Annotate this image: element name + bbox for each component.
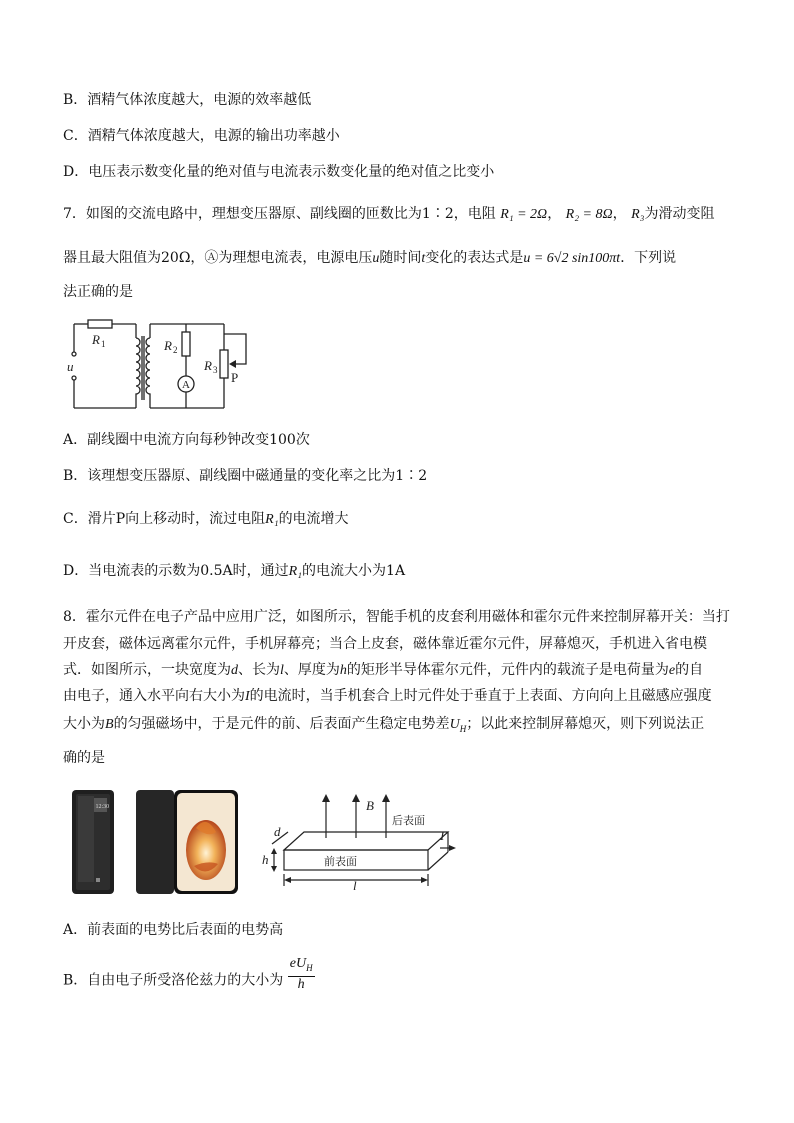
- q7-option-d-r1: R₁: [288, 564, 303, 579]
- label-r3-sub: 3: [213, 365, 218, 375]
- fraction-numerator-text: eU: [289, 956, 307, 971]
- label-r2-sub: 2: [173, 345, 178, 355]
- q8-option-b-text: B．自由电子所受洛伦兹力的大小为: [63, 972, 284, 989]
- q7-option-c-r1: R₁: [265, 512, 279, 527]
- q7-option-c-text: C．滑片P向上移动时，流过电阻: [63, 511, 266, 527]
- q8-stem-line4: [63, 686, 712, 707]
- q8-d-symbol: d: [231, 663, 238, 678]
- phone-photos: [70, 788, 240, 896]
- label-r1: R: [92, 332, 100, 347]
- q7-text: 随时间: [379, 250, 422, 266]
- q8-uh-subscript: H: [459, 723, 467, 734]
- q7-option-d-end: 的电流大小为1A: [302, 563, 406, 579]
- label-b-field: B: [366, 798, 374, 813]
- q8-stem-line2: 开皮套，磁体远离霍尔元件，手机屏幕亮；当合上皮套，磁体靠近霍尔元件，屏幕熄灭，手机进入省电模: [63, 636, 707, 652]
- q7-r1-value: R₁ = 2Ω: [500, 207, 548, 222]
- q8-text: 的电流时，当手机套合上时元件处于垂直于上表面、方向向上且磁感应强度: [249, 688, 712, 704]
- hall-element-diagram: [258, 790, 468, 894]
- q7-text: 7．如图的交流电路中，理想变压器原、副线圈的匝数比为1∶2，电阻: [63, 206, 496, 222]
- q8-text: 的自: [675, 662, 704, 678]
- q7-u-symbol: u: [372, 251, 380, 266]
- q8-b-symbol: B: [105, 717, 114, 732]
- label-r1-sub: 1: [101, 339, 106, 349]
- q7-text: ．下列说: [620, 250, 677, 266]
- q8-stem-line3: [63, 660, 703, 681]
- lorentz-force-fraction: [288, 956, 315, 993]
- fraction-numerator: [288, 956, 315, 977]
- q6-option-d: D．电压表示数变化量的绝对值与电流表示数变化量的绝对值之比变小: [63, 164, 495, 180]
- q7-option-d: [63, 561, 405, 582]
- q8-stem-line1: 8．霍尔元件在电子产品中应用广泛，如图所示，智能手机的皮套利用磁体和霍尔元件来控制屏幕开关：当打: [63, 609, 730, 625]
- q7-r3-symbol: R₃: [631, 207, 645, 222]
- q8-stem-line5: [63, 714, 704, 739]
- q7-option-c-end: 的电流增大: [278, 511, 349, 527]
- label-front-surface: 前表面: [324, 856, 357, 868]
- q8-h-symbol: h: [339, 663, 347, 678]
- closed-phone-case-image: [72, 790, 114, 894]
- q7-stem-line2: [63, 248, 676, 269]
- q8-text: 、厚度为: [283, 662, 340, 678]
- q8-text: 的匀强磁场中，于是元件的前、后表面产生稳定电势差: [113, 716, 450, 732]
- label-r2: R: [164, 338, 172, 353]
- label-u: u: [67, 359, 74, 374]
- q8-text: 的矩形半导体霍尔元件，元件内的载流子是电荷量为: [346, 662, 669, 678]
- q8-i-symbol: I: [245, 689, 250, 704]
- q8-text: 由电子，通入水平向右大小为: [63, 688, 245, 704]
- q7-t-symbol: t: [421, 251, 426, 266]
- q8-l-symbol: l: [280, 663, 284, 678]
- q7-option-b: B．该理想变压器原、副线圈中磁通量的变化率之比为1∶2: [63, 468, 428, 484]
- q8-stem-line6: 确的是: [63, 750, 105, 766]
- label-current: I: [440, 828, 445, 843]
- q7-voltage-expression: u = 6√2 sin100πt: [523, 251, 621, 266]
- q7-option-a: A．副线圈中电流方向每秒钟改变100次: [63, 432, 310, 448]
- q8-text: 、长为: [238, 662, 280, 678]
- fraction-numerator-sub: H: [306, 962, 313, 973]
- fraction-denominator: h: [297, 976, 305, 992]
- q7-text: 变化的表达式是: [425, 250, 524, 266]
- q7-circuit-diagram: [64, 316, 254, 416]
- open-phone-image: [136, 790, 238, 894]
- label-r3: R: [204, 358, 212, 373]
- q8-text: 大小为: [63, 716, 105, 732]
- label-width-d: d: [274, 824, 281, 839]
- q8-option-a: A．前表面的电势比后表面的电势高: [63, 922, 284, 938]
- label-length-l: l: [353, 878, 357, 893]
- q7-stem-line1: 7．如图的交流电路中，理想变压器原、副线圈的匝数比为1∶2，电阻 R₁ = 2Ω， R₂ = 8Ω， R₃为滑动变阻: [63, 206, 715, 222]
- q8-text: ；以此来控制屏幕熄灭，则下列说法正: [466, 716, 705, 732]
- q6-option-c: C．酒精气体浓度越大，电源的输出功率越小: [63, 128, 340, 144]
- q6-option-b: B．酒精气体浓度越大，电源的效率越低: [63, 92, 312, 108]
- q8-text: 式．如图所示，一块宽度为: [63, 662, 231, 678]
- q7-r2-value: R₂ = 8Ω: [565, 207, 613, 222]
- label-thickness-h: h: [262, 852, 269, 867]
- q7-text: 器且最大阻值为20Ω，Ⓐ为理想电流表，电源电压: [63, 250, 373, 266]
- label-p: P: [231, 370, 239, 385]
- label-back-surface: 后表面: [392, 815, 425, 827]
- q7-option-d-text: D．当电流表的示数为0.5A时，通过: [63, 563, 289, 579]
- phone-window-time: 12:30: [95, 804, 110, 810]
- q7-option-c: [63, 509, 349, 530]
- ammeter-label: A: [182, 379, 190, 391]
- q7-stem-line3: 法正确的是: [63, 284, 133, 300]
- q8-e-symbol: e: [668, 663, 676, 678]
- q7-text: 为滑动变阻: [644, 206, 715, 222]
- q8-option-b: [63, 956, 315, 999]
- q8-uh-symbol: U: [449, 717, 460, 732]
